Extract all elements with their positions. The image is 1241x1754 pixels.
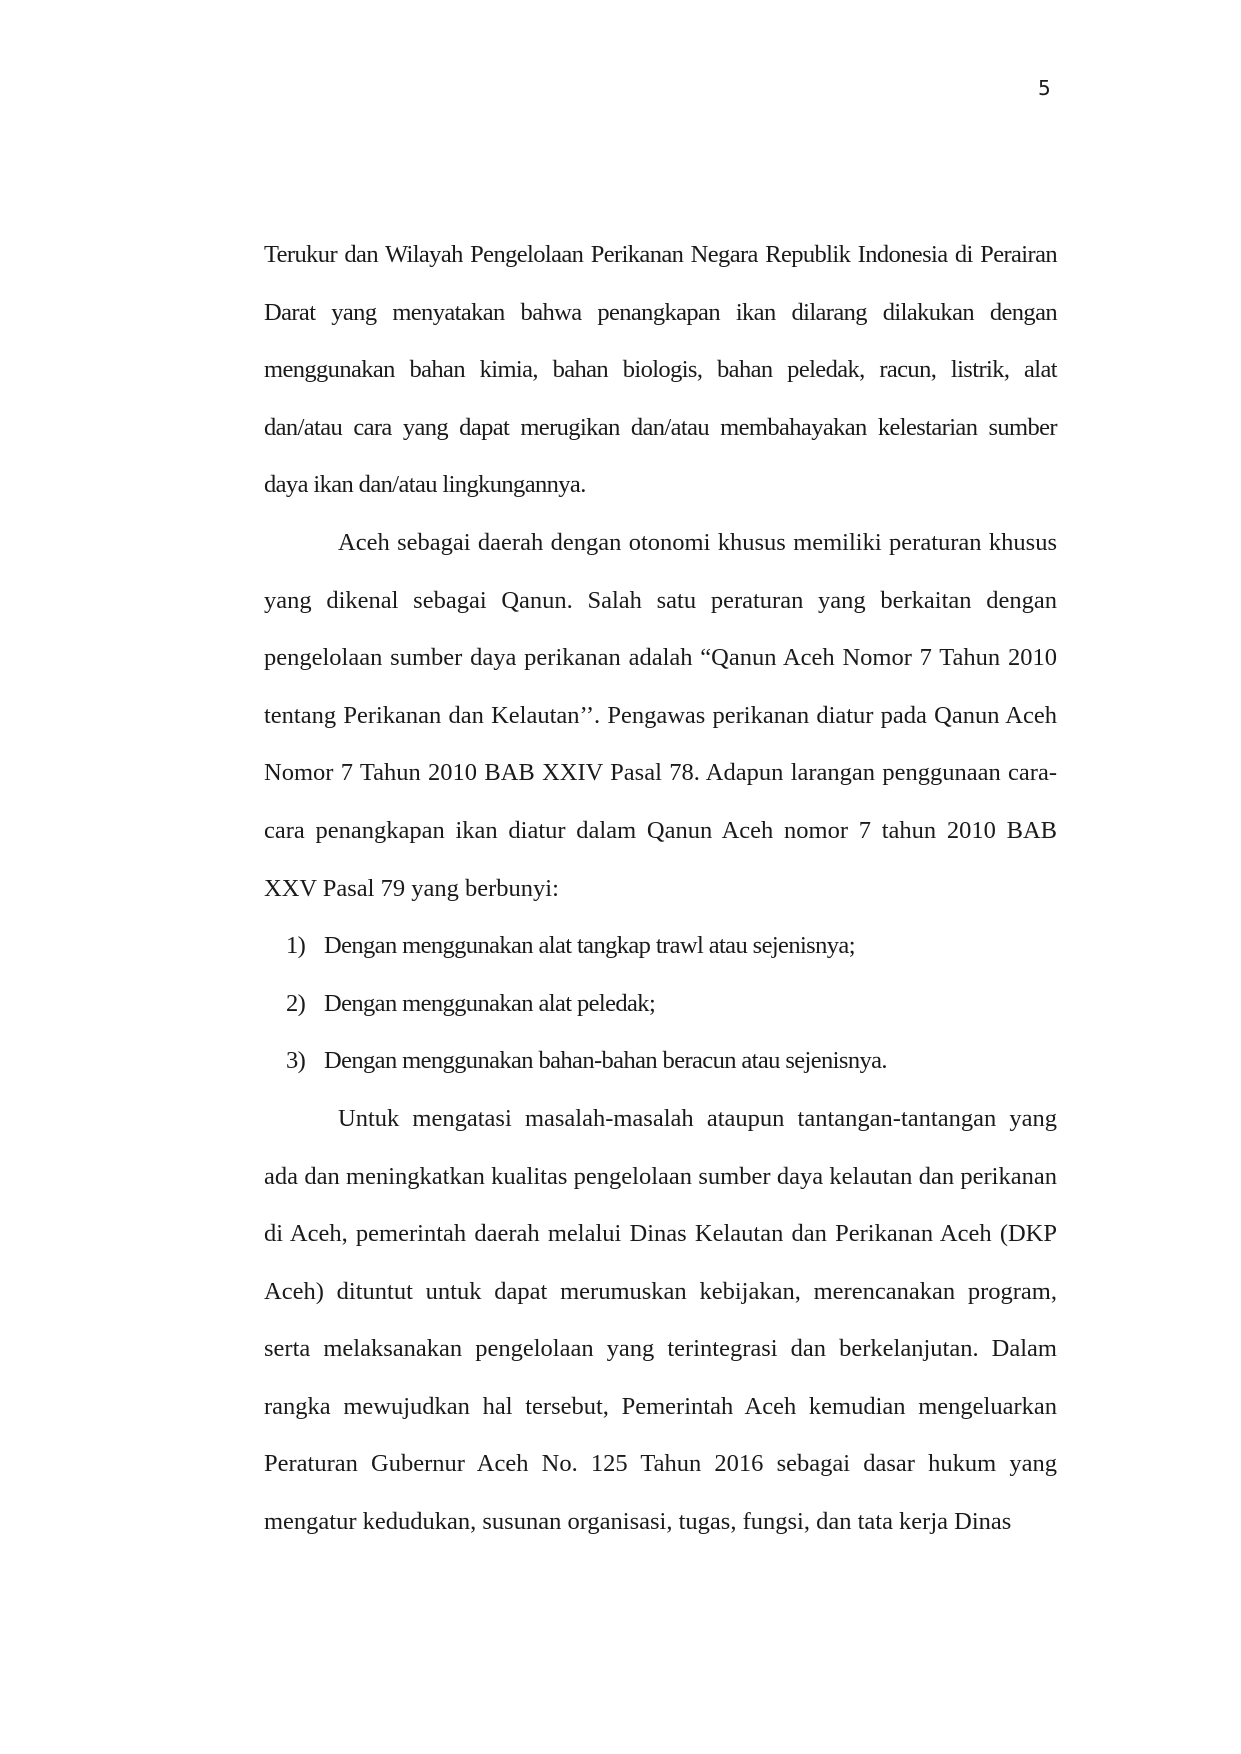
list-number: 3) [286,1047,306,1075]
list-number: 1) [286,932,306,960]
prohibition-list [264,917,1057,1090]
paragraph-qanun-aceh: Aceh sebagai daerah dengan otonomi khusus memiliki peraturan khusus yang dikenal sebagai Qanun. Salah satu peraturan yang berkaitan dengan pengelolaan sumber daya perikanan adalah “Qanun Aceh Nomor 7 Tahun 2010 tentang Perikanan dan Kelautan’’. Pengawas perikanan diatur pada Qanun Aceh Nomor 7 Tahun 2010 BAB XXIV Pasal 78. Adapun larangan penggunaan cara-cara penangkapan ikan diatur dalam Qanun Aceh nomor 7 tahun 2010 BAB XXV Pasal 79 yang berbunyi: [264,528,1057,902]
list-number: 2) [286,989,306,1017]
list-text: Dengan menggunakan bahan-bahan beracun atau sejenisnya. [324,1047,887,1075]
document-body [264,226,1057,1551]
list-text: Dengan menggunakan alat tangkap trawl atau sejenisnya; [324,932,855,960]
paragraph-regulation-summary: Terukur dan Wilayah Pengelolaan Perikanan Negara Republik Indonesia di Perairan Darat yang menyatakan bahwa penangkapan ikan dilarang dilakukan dengan menggunakan bahan kimia, bahan biologis, bahan peledak, racun, listrik, alat dan/atau cara yang dapat merugikan dan/atau membahayakan kelestarian sumber daya ikan dan/atau lingkungannya. [264,241,1057,499]
list-text: Dengan menggunakan alat peledak; [324,989,656,1017]
paragraph-dkp-aceh: Untuk mengatasi masalah-masalah ataupun tantangan-tantangan yang ada dan meningkatkan kualitas pengelolaan sumber daya kelautan dan perikanan di Aceh, pemerintah daerah melalui Dinas Kelautan dan Perikanan Aceh (DKP Aceh) dituntut untuk dapat merumuskan kebijakan, merencanakan program, serta melaksanakan pengelolaan yang terintegrasi dan berkelanjutan. Dalam rangka mewujudkan hal tersebut, Pemerintah Aceh kemudian mengeluarkan Peraturan Gubernur Aceh No. 125 Tahun 2016 sebagai dasar hukum yang mengatur kedudukan, susunan organisasi, tugas, fungsi, dan tata kerja Dinas [264,1104,1057,1536]
list-item [264,975,1057,1033]
list-item [264,1032,1057,1090]
list-item [264,917,1057,975]
page-number: 5 [1038,76,1051,100]
